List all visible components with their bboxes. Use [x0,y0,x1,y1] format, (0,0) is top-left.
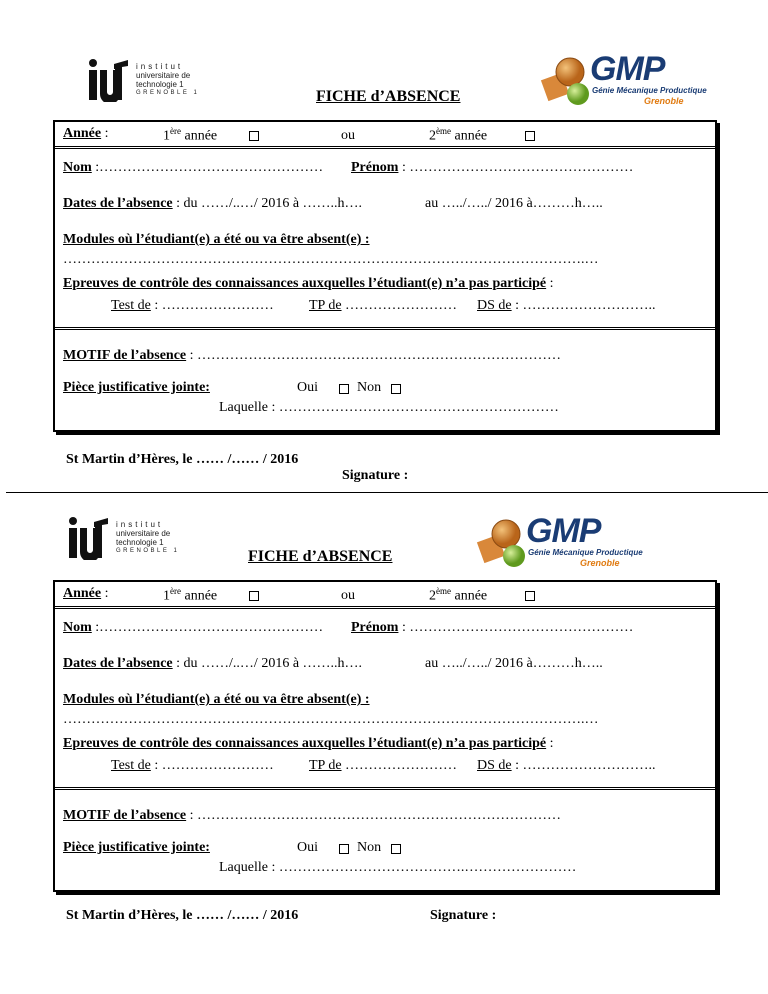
iut-logo [66,516,216,564]
annee-label: Année [63,126,102,141]
oui-label: Oui [297,380,318,395]
nom-row[interactable] [63,620,323,636]
test-label: Test de [111,298,151,313]
annee-row: Année : [63,126,109,141]
motif-label: MOTIF de l’absence [63,348,187,363]
test-field[interactable]: : …………………… [150,758,274,773]
test-row[interactable] [111,758,274,774]
dates-row[interactable] [63,196,362,212]
form-frame [53,120,717,432]
separator [55,787,715,790]
non-label: Non [357,840,382,855]
iut-wordmark [136,62,199,98]
test-field[interactable]: : …………………… [150,298,274,313]
gmp-logo [540,50,707,108]
first-year-checkbox[interactable] [249,591,259,601]
iut-mark-icon [66,516,112,560]
dates-label: Dates de l’absence [63,196,173,211]
iut-line1: institut [136,62,184,71]
iut-line1: institut [116,520,164,529]
or-label: ou [341,588,355,603]
second-year-checkbox[interactable] [525,131,535,141]
second-year-checkbox[interactable] [525,591,535,601]
signature-label: Signature : [430,908,497,923]
form-title: FICHE d’ABSENCE [248,548,393,565]
motif-field[interactable]: : …………………………………………………………………… [186,808,562,823]
dates-to-field[interactable]: au …../…../ 2016 à………h….. [425,196,603,211]
iut-mark-icon [86,58,132,102]
or-label: ou [341,128,355,143]
signature-label: Signature : [342,468,409,483]
dates-from-field[interactable]: : du ……/..…/ 2016 à ……..h…. [172,196,363,211]
place-date-field[interactable]: St Martin d’Hères, le …… /…… / 2016 [66,452,299,467]
ds-field[interactable]: : ……………………….. [511,298,656,313]
epreuves-label: Epreuves de contrôle des connaissances auxquelles l’étudiant(e) n’a pas participé [63,276,547,291]
prenom-field[interactable]: : ………………………………………… [398,160,634,175]
piece-label: Pièce justificative jointe: [63,840,210,855]
gmp-city: Grenoble [580,558,620,568]
tp-label: TP de [309,298,342,313]
tp-field[interactable]: …………………… [341,298,458,313]
separator [55,606,715,609]
oui-checkbox[interactable] [339,844,349,854]
nom-row[interactable] [63,160,323,176]
nom-label: Nom [63,620,92,635]
form-frame [53,580,717,892]
oui-checkbox[interactable] [339,384,349,394]
gmp-city: Grenoble [644,96,684,106]
non-checkbox[interactable] [391,384,401,394]
iut-line4: GRENOBLE 1 [136,90,200,96]
tp-label: TP de [309,758,342,773]
non-label: Non [357,380,382,395]
gmp-wordmark: GMP [590,50,665,88]
epreuves-row: Epreuves de contrôle des connaissances auxquelles l’étudiant(e) n’a pas participé : [63,276,554,291]
epreuves-row: Epreuves de contrôle des connaissances auxquelles l’étudiant(e) n’a pas participé : [63,736,554,751]
tp-row[interactable] [309,758,457,774]
ds-field[interactable]: : ……………………….. [511,758,656,773]
nom-field[interactable]: :………………………………………… [91,160,324,175]
ds-row[interactable] [477,758,656,774]
modules-label: Modules où l’étudiant(e) a été ou va être absent(e) : [63,232,370,247]
prenom-row[interactable] [351,620,633,636]
ds-label: DS de [477,758,512,773]
prenom-label: Prénom [351,620,399,635]
modules-label: Modules où l’étudiant(e) a été ou va être absent(e) : [63,692,370,707]
gmp-logo [476,512,643,570]
gmp-subtitle: Génie Mécanique Productique [592,86,707,95]
first-year-checkbox[interactable] [249,131,259,141]
dates-to-field[interactable]: au …../…../ 2016 à………h….. [425,656,603,671]
laquelle-field[interactable]: Laquelle : …………………………………………………… [219,400,559,415]
test-row[interactable] [111,298,274,314]
iut-logo [86,58,236,106]
iut-line2: universitaire de [136,71,191,80]
motif-label: MOTIF de l’absence [63,808,187,823]
nom-label: Nom [63,160,92,175]
oui-label: Oui [297,840,318,855]
iut-line2: universitaire de [116,529,171,538]
gmp-subtitle: Génie Mécanique Productique [528,548,643,557]
laquelle-field[interactable]: Laquelle : ………………………………….…………………… [219,860,577,875]
iut-line4: GRENOBLE 1 [116,548,180,554]
annee-row: Année : [63,586,109,601]
prenom-field[interactable]: : ………………………………………… [398,620,634,635]
first-year-option: 1ère année [163,586,218,604]
place-date-field[interactable]: St Martin d’Hères, le …… /…… / 2016 [66,908,299,923]
annee-label: Année [63,586,102,601]
separator [55,146,715,149]
test-label: Test de [111,758,151,773]
dates-from-field[interactable]: : du ……/..…/ 2016 à ……..h…. [172,656,363,671]
absence-form-1 [0,0,768,483]
iut-line3: technologie 1 [136,80,184,89]
ds-row[interactable] [477,298,656,314]
separator [55,327,715,330]
piece-label: Pièce justificative jointe: [63,380,210,395]
absence-form-2 [0,482,768,952]
dates-label: Dates de l’absence [63,656,173,671]
gmp-wordmark: GMP [526,512,601,550]
second-year-option: 2ème année [429,586,488,604]
tp-row[interactable] [309,298,457,314]
prenom-row[interactable] [351,160,633,176]
gmp-spheres-icon [540,54,594,108]
iut-wordmark [116,520,179,556]
motif-row[interactable] [63,808,561,824]
modules-field[interactable]: ………………………………………………………………………………………………….… [63,712,599,727]
iut-line3: technologie 1 [116,538,164,547]
ds-label: DS de [477,298,512,313]
non-checkbox[interactable] [391,844,401,854]
nom-field[interactable]: :………………………………………… [91,620,324,635]
motif-row[interactable] [63,348,561,364]
epreuves-label: Epreuves de contrôle des connaissances auxquelles l’étudiant(e) n’a pas participé [63,736,547,751]
modules-field[interactable]: ………………………………………………………………………………………………….… [63,252,599,267]
form-title: FICHE d’ABSENCE [316,88,461,105]
tp-field[interactable]: …………………… [341,758,458,773]
prenom-label: Prénom [351,160,399,175]
motif-field[interactable]: : …………………………………………………………………… [186,348,562,363]
gmp-spheres-icon [476,516,530,570]
second-year-option: 2ème année [429,126,488,144]
first-year-option: 1ère année [163,126,218,144]
dates-row[interactable] [63,656,362,672]
